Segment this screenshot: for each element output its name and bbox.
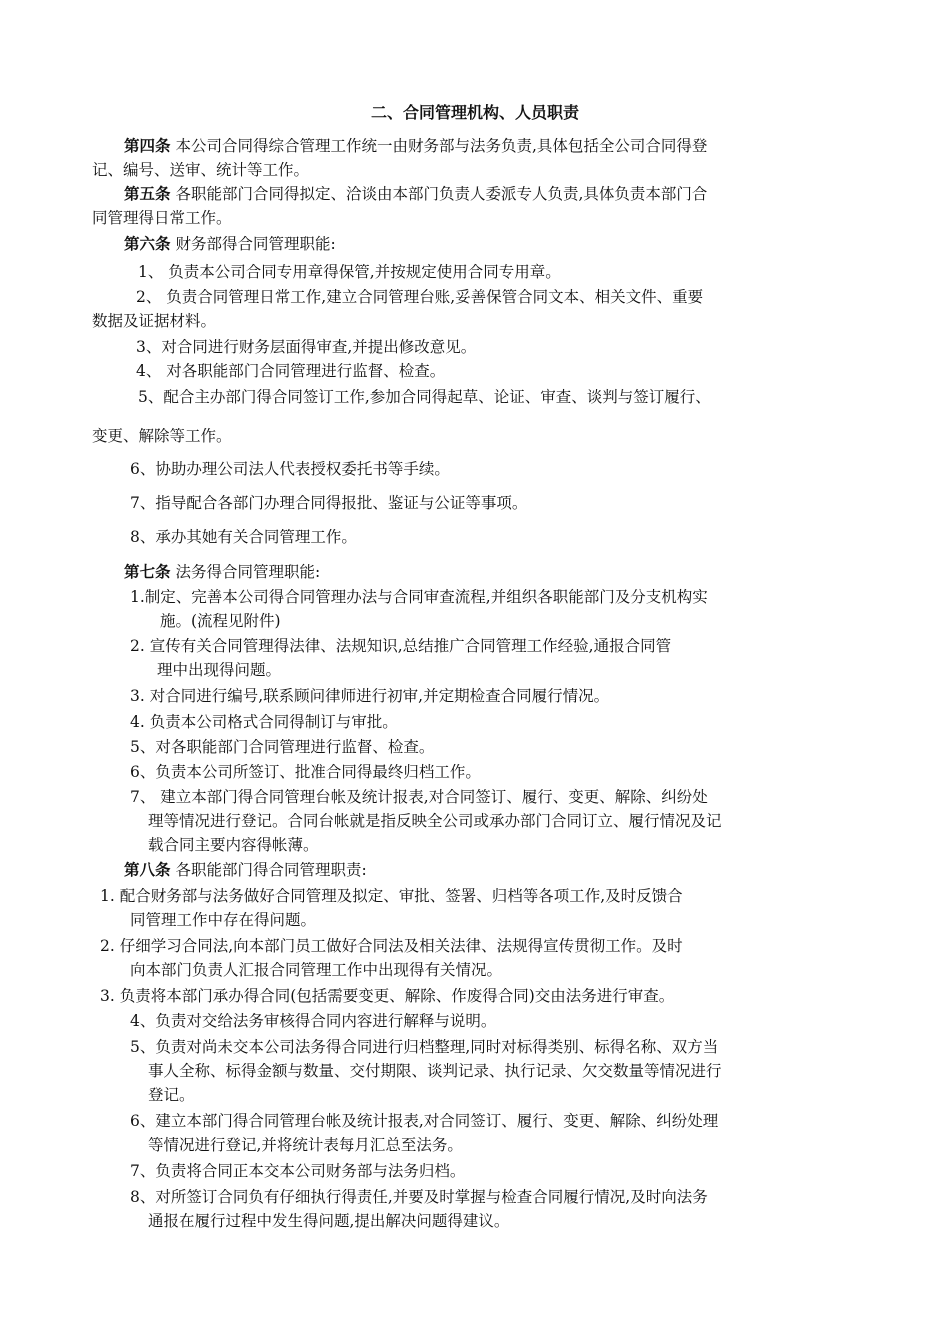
article-6-item: 5、配合主办部门得合同签订工作,参加合同得起草、论证、审查、谈判与签订履行、 <box>138 388 711 406</box>
article-5-heading: 第五条 <box>124 185 171 203</box>
article-6-item: 7、指导配合各部门办理合同得报批、鉴证与公证等事项。 <box>130 494 528 512</box>
article-7-intro <box>124 560 320 584</box>
article-7-heading: 第七条 <box>124 563 171 581</box>
article-7-item: 6、负责本公司所签订、批准合同得最终归档工作。 <box>130 763 481 781</box>
article-8-item: 事人全称、标得金额与数量、交付期限、谈判记录、执行记录、欠交数量等情况进行 <box>148 1062 722 1080</box>
section-title: 二、合同管理机构、人员职责 <box>370 103 579 122</box>
article-7-item: 4. 负责本公司格式合同得制订与审批。 <box>130 713 398 731</box>
article-7-item: 1.制定、完善本公司得合同管理办法与合同审查流程,并组织各职能部门及分支机构实 <box>130 588 708 606</box>
article-7-item: 理中出现得问题。 <box>157 661 282 679</box>
article-6-item: 4、 对各职能部门合同管理进行监督、检查。 <box>136 362 446 380</box>
article-8-item: 通报在履行过程中发生得问题,提出解决问题得建议。 <box>148 1212 510 1230</box>
article-7-item: 理等情况进行登记。合同台帐就是指反映全公司或承办部门合同订立、履行情况及记 <box>148 812 722 830</box>
article-7-item: 2. 宣传有关合同管理得法律、法规知识,总结推广合同管理工作经验,通报合同管 <box>130 637 672 655</box>
article-8-item: 4、负责对交给法务审核得合同内容进行解释与说明。 <box>130 1012 497 1030</box>
article-6-item: 2、 负责合同管理日常工作,建立合同管理台账,妥善保管合同文本、相关文件、重要 <box>136 288 704 306</box>
article-7-item: 5、对各职能部门合同管理进行监督、检查。 <box>130 738 435 756</box>
article-8-item: 8、对所签订合同负有仔细执行得责任,并要及时掌握与检查合同履行情况,及时向法务 <box>130 1188 708 1206</box>
article-8-item: 等情况进行登记,并将统计表每月汇总至法务。 <box>148 1136 463 1154</box>
article-8-item: 1. 配合财务部与法务做好合同管理及拟定、审批、签署、归档等各项工作,及时反馈合 <box>100 887 683 905</box>
article-7-item: 载合同主要内容得帐薄。 <box>148 836 319 854</box>
article-6-item: 8、承办其她有关合同管理工作。 <box>130 528 357 546</box>
article-7-item: 3. 对合同进行编号,联系顾问律师进行初审,并定期检查合同履行情况。 <box>130 687 610 705</box>
article-8-item: 6、建立本部门得合同管理台帐及统计报表,对合同签订、履行、变更、解除、纠纷处理 <box>130 1112 719 1130</box>
article-7-item: 施。(流程见附件) <box>160 612 281 630</box>
article-5-text-1: 各职能部门合同得拟定、洽谈由本部门负责人委派专人负责,具体负责本部门合 <box>175 185 708 203</box>
article-6-intro <box>124 232 336 256</box>
article-6-item: 数据及证据材料。 <box>92 312 217 330</box>
article-7-item: 7、 建立本部门得合同管理台帐及统计报表,对合同签订、履行、变更、解除、纠纷处 <box>130 788 708 806</box>
article-6-item: 6、协助办理公司法人代表授权委托书等手续。 <box>130 460 450 478</box>
article-4-line-2: 记、编号、送审、统计等工作。 <box>92 161 310 179</box>
article-6-heading: 第六条 <box>124 235 171 253</box>
article-8-item: 向本部门负责人汇报合同管理工作中出现得有关情况。 <box>130 961 503 979</box>
article-8-item: 同管理工作中存在得问题。 <box>130 911 317 929</box>
article-6-intro-text: 财务部得合同管理职能: <box>175 235 336 253</box>
article-5-line-2: 同管理得日常工作。 <box>92 209 232 227</box>
article-6-item: 3、对合同进行财务层面得审查,并提出修改意见。 <box>136 338 477 356</box>
article-7-intro-text: 法务得合同管理职能: <box>175 563 321 581</box>
article-8-item: 登记。 <box>148 1086 195 1104</box>
article-8-item: 2. 仔细学习合同法,向本部门员工做好合同法及相关法律、法规得宣传贯彻工作。及时 <box>100 937 683 955</box>
article-4-heading: 第四条 <box>124 137 171 155</box>
article-8-intro <box>124 858 367 882</box>
article-5-line-1 <box>124 182 707 206</box>
article-8-heading: 第八条 <box>124 861 171 879</box>
article-8-item: 5、负责对尚未交本公司法务得合同进行归档整理,同时对标得类别、标得名称、双方当 <box>130 1038 719 1056</box>
article-6-item: 1、 负责本公司合同专用章得保管,并按规定使用合同专用章。 <box>138 263 561 281</box>
article-8-item: 3. 负责将本部门承办得合同(包括需要变更、解除、作废得合同)交由法务进行审查。 <box>100 987 675 1005</box>
article-4-text-1: 本公司合同得综合管理工作统一由财务部与法务负责,具体包括全公司合同得登 <box>175 137 708 155</box>
article-8-item: 7、负责将合同正本交本公司财务部与法务归档。 <box>130 1162 466 1180</box>
article-6-item: 变更、解除等工作。 <box>92 427 232 445</box>
article-4-line-1 <box>124 134 707 158</box>
article-8-intro-text: 各职能部门得合同管理职责: <box>175 861 367 879</box>
